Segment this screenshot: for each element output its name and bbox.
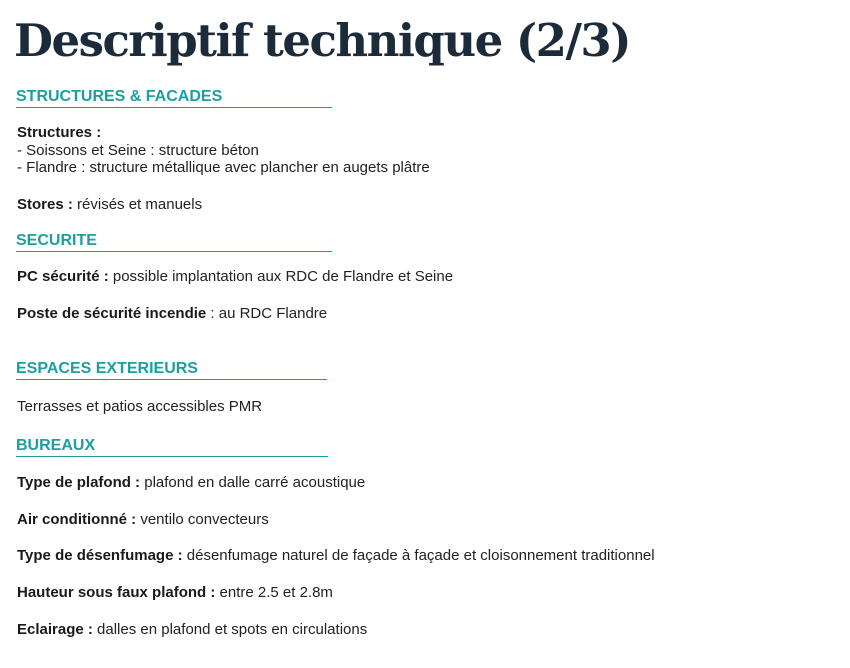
stores-line [17, 196, 202, 214]
poste-securite-line [17, 305, 327, 323]
poste-securite-value: : au RDC Flandre [206, 305, 328, 322]
bureaux-item-label: Type de plafond : [17, 474, 141, 491]
stores-value: révisés et manuels [72, 196, 203, 213]
bureaux-item-value: dalles en plafond et spots en circulations [92, 621, 368, 638]
bureaux-item-label: Hauteur sous faux plafond : [17, 584, 216, 601]
bureaux-item [17, 547, 655, 565]
section-heading-bureaux: BUREAUX [16, 437, 328, 457]
section-heading-structures: STRUCTURES & FACADES [16, 88, 332, 108]
section-heading-securite: SECURITE [16, 232, 332, 252]
bureaux-item-label: Type de désenfumage : [17, 547, 183, 564]
bureaux-item-value: ventilo convecteurs [136, 511, 269, 528]
structures-item: - Soissons et Seine : structure béton [17, 142, 259, 159]
bureaux-item-value: plafond en dalle carré acoustique [140, 474, 366, 491]
bureaux-item-label: Eclairage : [17, 621, 93, 638]
pc-securite-label: PC sécurité : [17, 268, 109, 285]
stores-label: Stores : [17, 196, 73, 213]
bureaux-item-label: Air conditionné : [17, 511, 137, 528]
structures-label: Structures : [17, 124, 102, 141]
bureaux-item-value: désenfumage naturel de façade à façade et cloisonnement traditionnel [182, 547, 655, 564]
bureaux-item [17, 511, 269, 529]
page-title: Descriptif technique (2/3) [14, 14, 631, 67]
section-heading-espaces: ESPACES EXTERIEURS [16, 360, 327, 380]
espaces-text: Terrasses et patios accessibles PMR [17, 398, 263, 415]
structures-label-line [17, 124, 101, 142]
pc-securite-line [17, 268, 453, 286]
pc-securite-value: possible implantation aux RDC de Flandre et Seine [108, 268, 454, 285]
structures-item: - Flandre : structure métallique avec plancher en augets plâtre [17, 159, 430, 176]
poste-securite-label: Poste de sécurité incendie [17, 305, 207, 322]
bureaux-item [17, 584, 333, 602]
bureaux-item-value: entre 2.5 et 2.8m [215, 584, 333, 601]
bureaux-item [17, 621, 367, 639]
bureaux-item [17, 474, 365, 492]
